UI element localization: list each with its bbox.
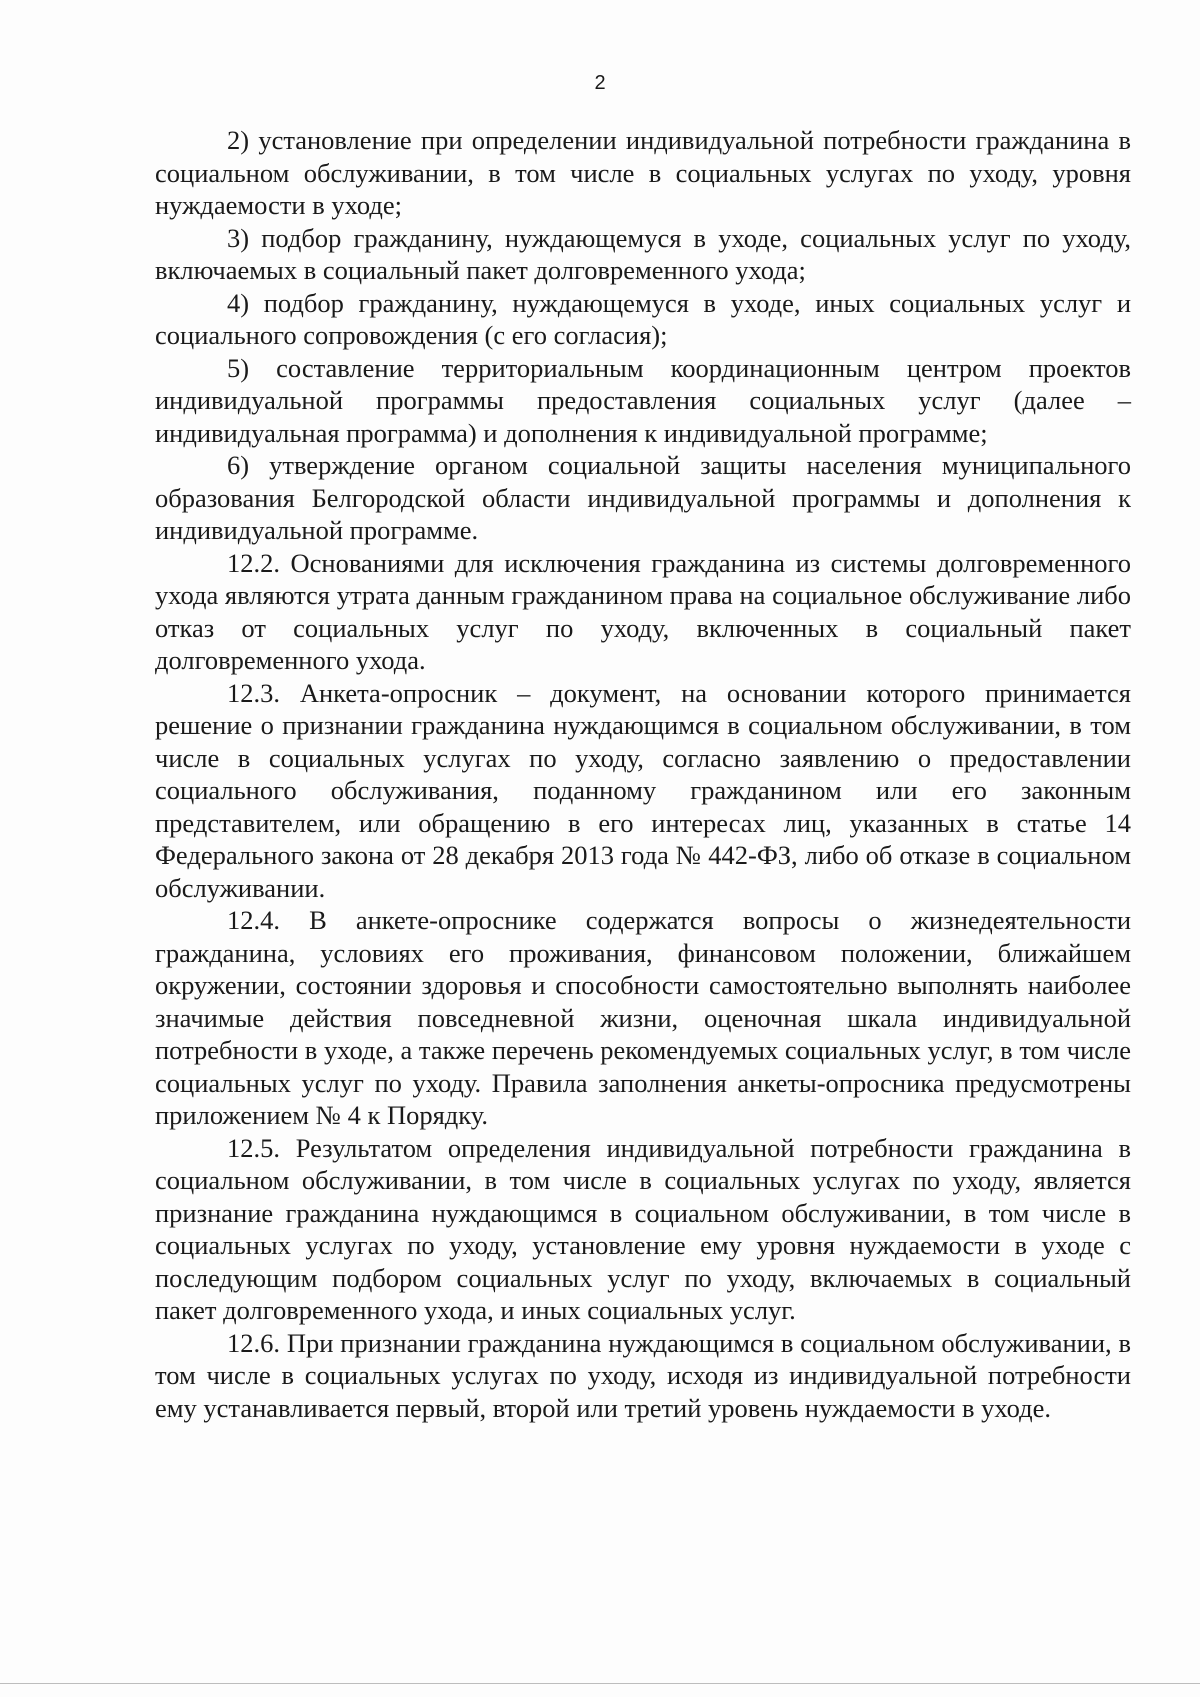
paragraph-12-5: 12.5. Результатом определения индивидуальной потребности гражданина в социальном обслуживании, в том числе в социальных услугах по уходу, является признание гражданина нуждающимся в социальном обслуживании, в том числе в социальных услугах по уходу, установление ему уровня нуждаемости в уходе с последующим подбором социальных услуг по уходу, включаемых в социальный пакет долговременного ухода, и иных социальных услуг. <box>155 1132 1131 1325</box>
paragraph-item-3: 3) подбор гражданину, нуждающемуся в уходе, социальных услуг по уходу, включаемых в социальный пакет долговременного ухода; <box>155 222 1131 285</box>
paragraph-item-4: 4) подбор гражданину, нуждающемуся в уходе, иных социальных услуг и социального сопровождения (с его согласия); <box>155 287 1131 350</box>
paragraph-item-6: 6) утверждение органом социальной защиты населения муниципального образования Белгородской области индивидуальной программы и дополнения к индивидуальной программе. <box>155 450 1131 545</box>
paragraph-12-2: 12.2. Основаниями для исключения гражданина из системы долговременного ухода являются утрата данным гражданином права на социальное обслуживание либо отказ от социальных услуг по уходу, включенных в социальный пакет долговременного ухода. <box>155 547 1131 675</box>
paragraph-item-2: 2) установление при определении индивидуальной потребности гражданина в социальном обслуживании, в том числе в социальных услугах по уходу, уровня нуждаемости в уходе; <box>155 125 1131 220</box>
paragraph-item-5: 5) составление территориальным координационным центром проектов индивидуальной программы предоставления социальных услуг (далее – индивидуальная программа) и дополнения к индивидуальной программе; <box>155 352 1131 448</box>
paragraph-12-6: 12.6. При признании гражданина нуждающимся в социальном обслуживании, в том числе в социальных услугах по уходу, исходя из индивидуальной потребности ему устанавливается первый, второй или третий уровень нуждаемости в уходе. <box>155 1327 1131 1423</box>
scan-bottom-edge <box>0 1683 1200 1684</box>
document-body <box>155 124 1131 1424</box>
paragraph-12-3: 12.3. Анкета-опросник – документ, на основании которого принимается решение о признании гражданина нуждающимся в социальном обслуживании, в том числе в социальных услугах по уходу, согласно заявлению о предоставлении социального обслуживания, поданному гражданином или его законным представителем, или обращению в его интересах лиц, указанных в статье 14 Федерального закона от 28 декабря 2013 года № 442-ФЗ, либо об отказе в социальном обслуживании. <box>155 677 1131 903</box>
paragraph-12-4: 12.4. В анкете-опроснике содержатся вопросы о жизнедеятельности гражданина, условиях его проживания, финансовом положении, ближайшем окружении, состоянии здоровья и способности самостоятельно выполнять наиболее значимые действия повседневной жизни, оценочная шкала индивидуальной потребности в уходе, а также перечень рекомендуемых социальных услуг, в том числе социальных услуг по уходу. Правила заполнения анкеты-опросника предусмотрены приложением № 4 к Порядку. <box>155 905 1131 1130</box>
page-number: 2 <box>594 72 606 94</box>
